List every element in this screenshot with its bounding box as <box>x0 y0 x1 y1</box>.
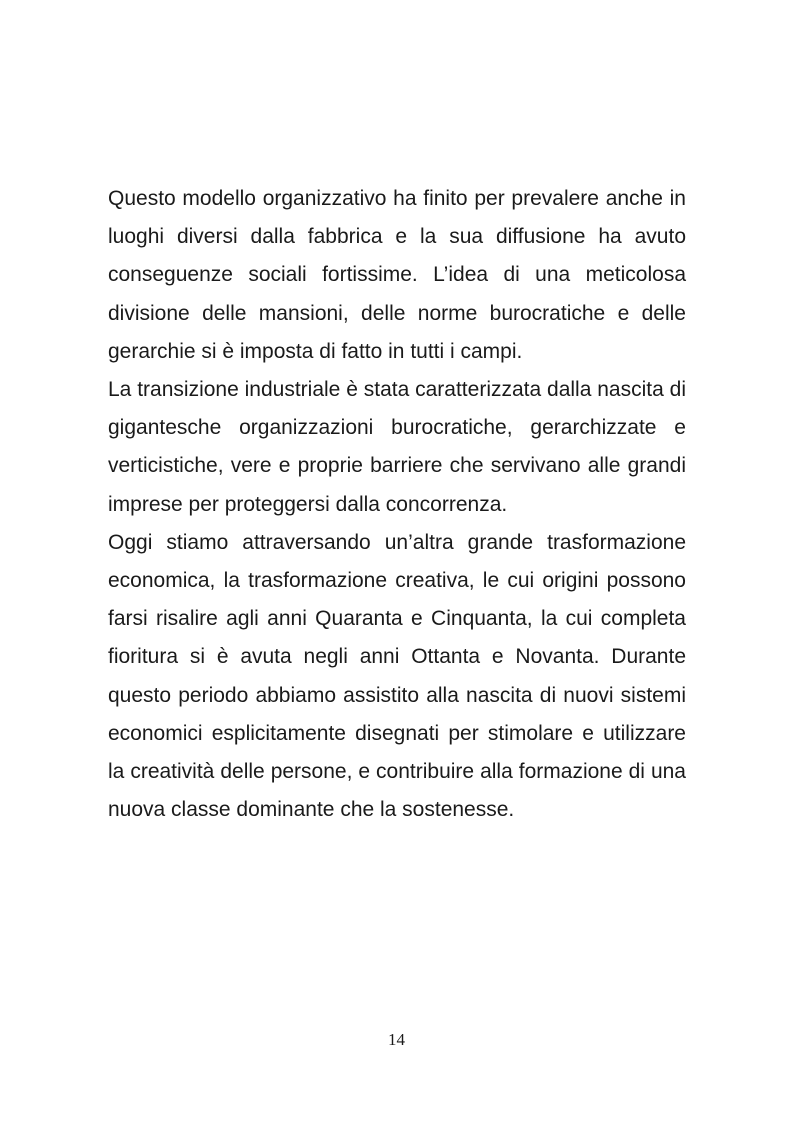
paragraph-3: Oggi stiamo attraversando un’altra grande trasformazione economica, la trasformazione creativa, le cui origini possono farsi risalire agli anni Quaranta e Cinquanta, la cui completa fioritura si è avuta negli anni Ottanta e Novanta. Durante questo periodo abbiamo assistito alla nascita di nuovi sistemi economici esplicitamente disegnati per stimolare e utilizzare la creatività delle persone, e contribuire alla formazione di una nuova classe dominante che la sostenesse. <box>108 530 686 822</box>
body-text <box>108 180 686 829</box>
paragraph-1: Questo modello organizzativo ha finito per prevalere anche in luoghi diversi dalla fabbrica e la sua diffusione ha avuto conseguenze sociali fortissime. L’idea di una meticolosa divisione delle mansioni, delle norme burocratiche e delle gerarchie si è imposta di fatto in tutti i campi. <box>108 187 686 363</box>
page-number: 14 <box>388 1030 405 1049</box>
paragraph-2: La transizione industriale è stata caratterizzata dalla nascita di gigantesche organizzazioni burocratiche, gerarchizzate e verticistiche, vere e proprie barriere che servivano alle grandi imprese per proteggersi dalla concorrenza. <box>108 378 686 516</box>
